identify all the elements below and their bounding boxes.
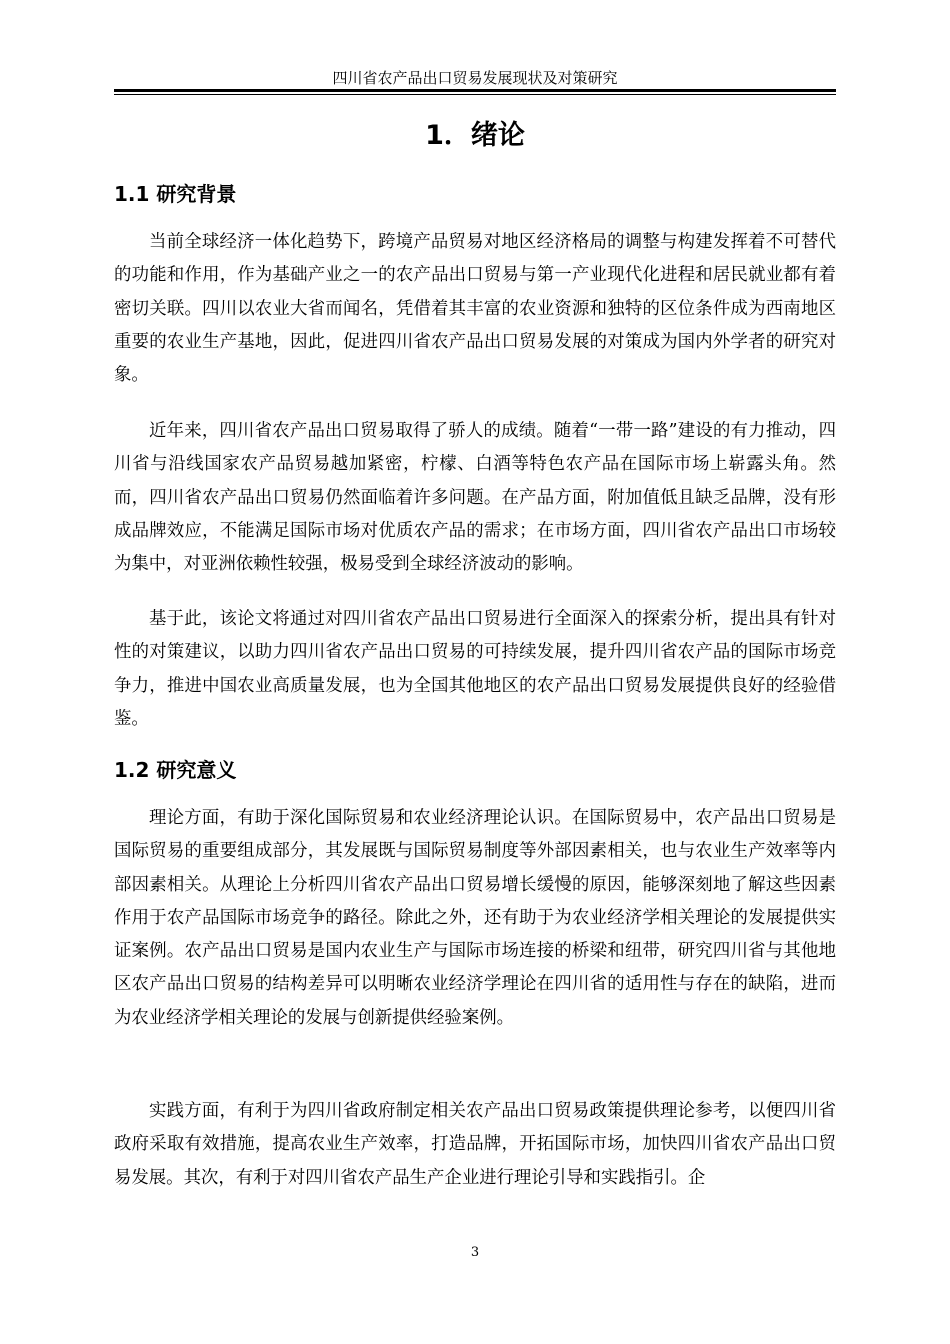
chapter-title: 1．绪论 [425,120,525,151]
page-number: 3 [470,1245,480,1260]
paragraph-significance-2: 实践方面，有利于为四川省政府制定相关农产品出口贸易政策提供理论参考，以便四川省政府采取有效措施，提高农业生产效率，打造品牌，开拓国际市场，加快四川省农产品出口贸易发展。其次，有利于对四川省农产品生产企业进行理论引导和实践指引。企 [114,1101,836,1188]
page-header: 四川省农产品出口贸易发展现状及对策研究 [332,69,618,87]
section-heading-significance: 1.2 研究意义 [114,758,237,782]
paragraph-background-2: 近年来，四川省农产品出口贸易取得了骄人的成绩。随着“一带一路”建设的有力推动，四川省与沿线国家农产品贸易越加紧密，柠檬、白酒等特色农产品在国际市场上崭露头角。然而，四川省农产品出口贸易仍然面临着许多问题。在产品方面，附加值低且缺乏品牌，没有形成品牌效应，不能满足国际市场对优质农产品的需求；在市场方面，四川省农产品出口市场较为集中，对亚洲依赖性较强，极易受到全球经济波动的影响。 [114,421,836,575]
paragraph-background-1: 当前全球经济一体化趋势下，跨境产品贸易对地区经济格局的调整与构建发挥着不可替代的功能和作用，作为基础产业之一的农产品出口贸易与第一产业现代化进程和居民就业都有着密切关联。四川以农业大省而闻名，凭借着其丰富的农业资源和独特的区位条件成为西南地区重要的农业生产基地，因此，促进四川省农产品出口贸易发展的对策成为国内外学者的研究对象。 [114,232,836,386]
paragraph-significance-1: 理论方面，有助于深化国际贸易和农业经济理论认识。在国际贸易中，农产品出口贸易是国际贸易的重要组成部分，其发展既与国际贸易制度等外部因素相关，也与农业生产效率等内部因素相关。从理论上分析四川省农产品出口贸易增长缓慢的原因，能够深刻地了解这些因素作用于农产品国际市场竞争的路径。除此之外，还有助于为农业经济学相关理论的发展提供实证案例。农产品出口贸易是国内农业生产与国际市场连接的桥梁和纽带，研究四川省与其他地区农产品出口贸易的结构差异可以明晰农业经济学理论在四川省的适用性与存在的缺陷，进而为农业经济学相关理论的发展与创新提供经验案例。 [114,808,836,1028]
header-rule-thin [114,94,836,95]
paragraph-background-3: 基于此，该论文将通过对四川省农产品出口贸易进行全面深入的探索分析，提出具有针对性的对策建议，以助力四川省农产品出口贸易的可持续发展，提升四川省农产品的国际市场竞争力，推进中国农业高质量发展，也为全国其他地区的农产品出口贸易发展提供良好的经验借鉴。 [114,609,836,729]
header-rule-thick [114,89,836,92]
section-heading-background: 1.1 研究背景 [114,182,237,206]
